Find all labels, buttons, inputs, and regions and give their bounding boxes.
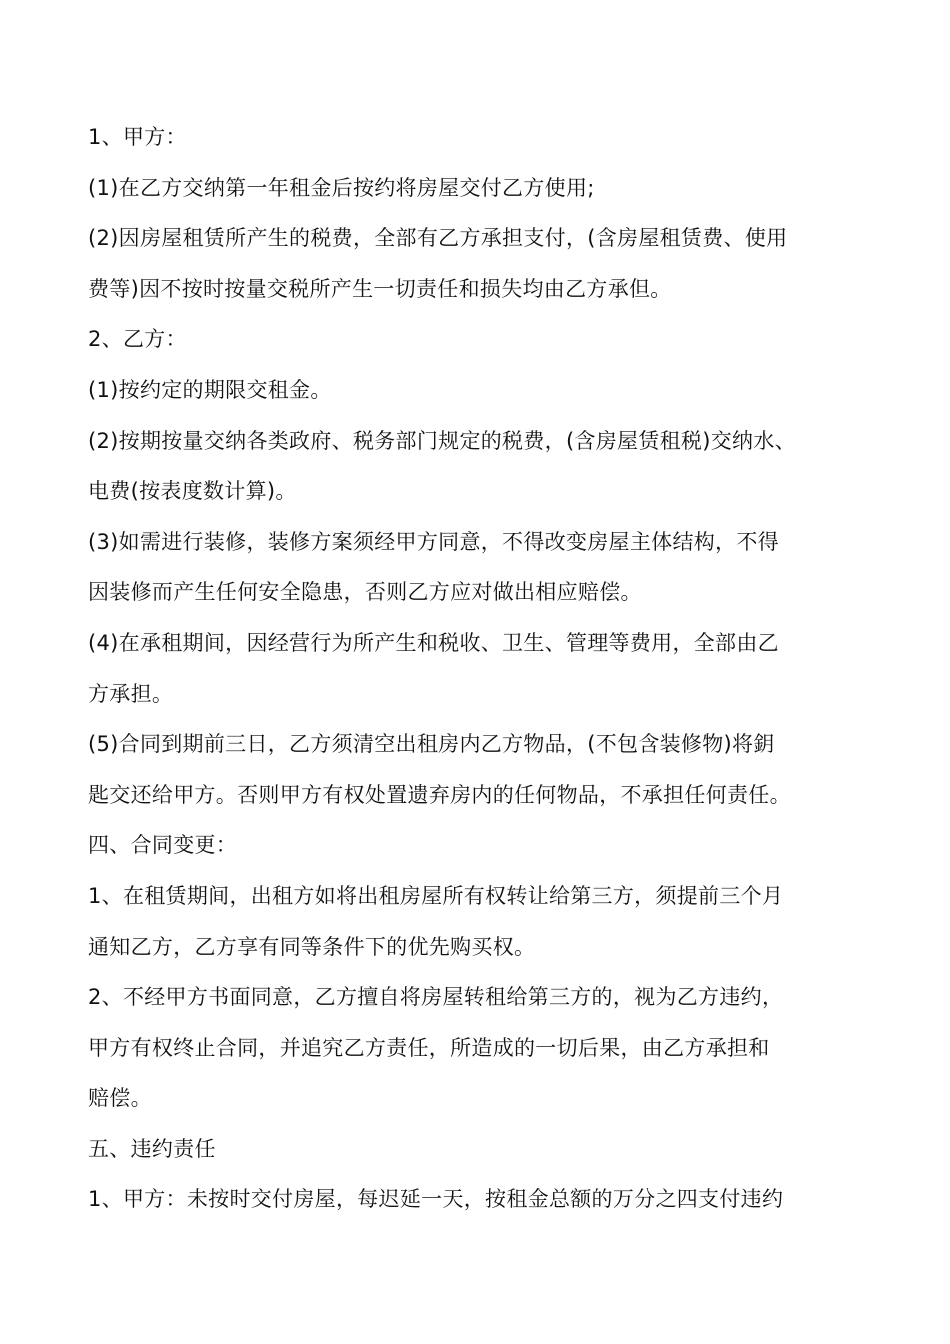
text-line: 匙交还给甲方。否则甲方有权处置遗弃房内的任何物品，不承担任何责任。 — [88, 782, 791, 807]
text-line: 因装修而产生任何安全隐患，否则乙方应对做出相应赔偿。 — [88, 580, 642, 605]
text-line: (5)合同到期前三日，乙方须清空出租房内乙方物品，(不包含装修物)将鈅 — [88, 732, 775, 757]
text-line: (4)在承租期间，因经营行为所产生和税收、卫生、管理等费用，全部由乙 — [88, 630, 779, 655]
text-line: 通知乙方，乙方享有同等条件下的优先购买权。 — [88, 934, 536, 959]
text-line: 方承担。 — [88, 681, 174, 706]
text-line: (2)因房屋租赁所产生的税费，全部有乙方承担支付，(含房屋租赁费、使用 — [88, 226, 788, 251]
section-heading: 五、违约责任 — [88, 1136, 216, 1161]
text-line: 1、甲方： — [88, 125, 187, 149]
text-line: 赔偿。 — [88, 1086, 152, 1111]
section-heading: 四、合同变更： — [88, 833, 238, 858]
text-line: 1、甲方：未按时交付房屋，每迟延一天，按租金总额的万分之四支付违约 — [88, 1187, 784, 1212]
document-body — [88, 112, 878, 1225]
text-line: (2)按期按量交纳各类政府、税务部门规定的税费，(含房屋赁租税)交纳水、 — [88, 428, 796, 453]
text-line: (1)按约定的期限交租金。 — [88, 377, 332, 402]
text-line: 2、乙方： — [88, 327, 187, 352]
text-line: (1)在乙方交纳第一年租金后按约将房屋交付乙方使用; — [88, 175, 595, 200]
text-line: 费等)因不按时按量交税所产生一切责任和损失均由乙方承但。 — [88, 276, 672, 301]
text-line: 2、不经甲方书面同意，乙方擅自将房屋转租给第三方的，视为乙方违约， — [88, 985, 784, 1010]
text-line: 电费(按表度数计算)。 — [88, 479, 297, 504]
text-line: 甲方有权终止合同，并追究乙方责任，所造成的一切后果，由乙方承担和 — [88, 1035, 770, 1060]
text-line: 1、在租赁期间，出租方如将出租房屋所有权转让给第三方，须提前三个月 — [88, 883, 784, 908]
text-line: (3)如需进行装修，装修方案须经甲方同意，不得改变房屋主体结构，不得 — [88, 529, 779, 554]
